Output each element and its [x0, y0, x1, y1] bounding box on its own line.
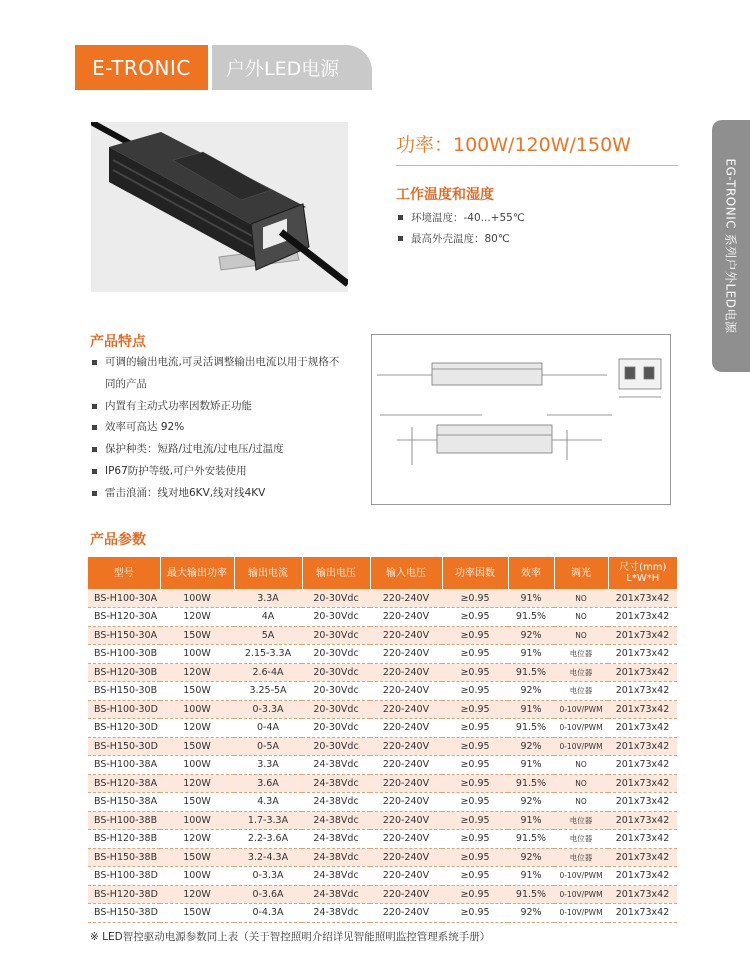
- table-cell: 电位器: [554, 830, 608, 849]
- table-row: [88, 904, 677, 923]
- table-cell: 201x73x42: [608, 645, 677, 664]
- table-cell: 220-240V: [370, 719, 442, 738]
- table-cell: 91%: [508, 700, 554, 719]
- table-cell: 100W: [160, 645, 234, 664]
- table-cell: 220-240V: [370, 830, 442, 849]
- params-heading: 产品参数: [90, 532, 146, 548]
- divider: [396, 165, 678, 166]
- table-cell: BS-H120-30D: [88, 719, 160, 738]
- table-cell: ≥0.95: [442, 663, 508, 682]
- table-cell: BS-H150-38D: [88, 904, 160, 923]
- table-cell: 100W: [160, 589, 234, 608]
- table-cell: 92%: [508, 848, 554, 867]
- table-cell: 220-240V: [370, 811, 442, 830]
- table-cell: 201x73x42: [608, 626, 677, 645]
- table-cell: 220-240V: [370, 756, 442, 775]
- table-cell: 220-240V: [370, 793, 442, 812]
- table-cell: 201x73x42: [608, 719, 677, 738]
- table-cell: 0-5A: [234, 737, 302, 756]
- column-header: 型号: [88, 557, 160, 589]
- table-cell: 20-30Vdc: [302, 719, 370, 738]
- table-cell: 0-10V/PWM: [554, 737, 608, 756]
- footnote: ※ LED智控驱动电源参数同上表（关于智控照明介绍详见智能照明监控管理系统手册）: [90, 931, 491, 943]
- table-cell: 4.3A: [234, 793, 302, 812]
- table-cell: 220-240V: [370, 904, 442, 923]
- table-cell: 220-240V: [370, 645, 442, 664]
- table-cell: 0-10V/PWM: [554, 904, 608, 923]
- table-row: [88, 793, 677, 812]
- table-cell: 24-38Vdc: [302, 756, 370, 775]
- table-row: [88, 756, 677, 775]
- table-cell: 201x73x42: [608, 589, 677, 608]
- table-cell: NO: [554, 756, 608, 775]
- conditions-list: [398, 207, 525, 249]
- features-list: [92, 352, 364, 505]
- table-cell: 2.15-3.3A: [234, 645, 302, 664]
- list-item: [92, 352, 364, 396]
- power-supply-illustration: [91, 122, 348, 292]
- table-cell: BS-H120-30A: [88, 608, 160, 627]
- table-row: [88, 830, 677, 849]
- table-cell: NO: [554, 626, 608, 645]
- table-cell: 24-38Vdc: [302, 904, 370, 923]
- table-cell: BS-H150-38B: [88, 848, 160, 867]
- table-cell: 电位器: [554, 663, 608, 682]
- table-cell: BS-H150-38A: [88, 793, 160, 812]
- table-cell: 0-10V/PWM: [554, 885, 608, 904]
- table-cell: 91.5%: [508, 830, 554, 849]
- table-cell: 150W: [160, 848, 234, 867]
- column-header: 调光: [554, 557, 608, 589]
- table-cell: 201x73x42: [608, 830, 677, 849]
- table-cell: 2.6-4A: [234, 663, 302, 682]
- feature-text: 效率可高达 92%: [105, 421, 185, 434]
- table-cell: 电位器: [554, 848, 608, 867]
- list-item: [92, 439, 364, 461]
- bullet-icon: [92, 491, 97, 496]
- table-cell: 0-10V/PWM: [554, 867, 608, 886]
- table-body: [88, 589, 677, 922]
- table-cell: 150W: [160, 793, 234, 812]
- bullet-icon: [92, 447, 97, 452]
- series-side-tab: [712, 120, 750, 372]
- table-cell: 0-3.3A: [234, 867, 302, 886]
- table-row: [88, 589, 677, 608]
- table-cell: 201x73x42: [608, 608, 677, 627]
- table-row: [88, 682, 677, 701]
- product-photo: [91, 122, 348, 292]
- table-cell: 20-30Vdc: [302, 645, 370, 664]
- table-cell: 201x73x42: [608, 904, 677, 923]
- table-header-row: [88, 557, 677, 589]
- table-cell: 100W: [160, 756, 234, 775]
- column-header: 输入电压: [370, 557, 442, 589]
- table-cell: 0-3.6A: [234, 885, 302, 904]
- table-cell: 3.6A: [234, 774, 302, 793]
- table-cell: 3.3A: [234, 756, 302, 775]
- table-cell: 120W: [160, 885, 234, 904]
- table-cell: 201x73x42: [608, 756, 677, 775]
- table-cell: 电位器: [554, 811, 608, 830]
- table-cell: 201x73x42: [608, 811, 677, 830]
- column-header: 效率: [508, 557, 554, 589]
- table-cell: 120W: [160, 719, 234, 738]
- table-cell: 150W: [160, 737, 234, 756]
- table-cell: 92%: [508, 626, 554, 645]
- table-cell: 20-30Vdc: [302, 589, 370, 608]
- table-cell: 201x73x42: [608, 867, 677, 886]
- table-cell: 220-240V: [370, 626, 442, 645]
- table-cell: BS-H120-38D: [88, 885, 160, 904]
- bullet-icon: [398, 215, 403, 220]
- table-cell: 150W: [160, 626, 234, 645]
- table-cell: 100W: [160, 700, 234, 719]
- table-cell: 220-240V: [370, 589, 442, 608]
- table-cell: 91%: [508, 756, 554, 775]
- table-cell: BS-H120-30B: [88, 663, 160, 682]
- table-row: [88, 885, 677, 904]
- table-cell: ≥0.95: [442, 774, 508, 793]
- table-cell: 5A: [234, 626, 302, 645]
- table-cell: 220-240V: [370, 608, 442, 627]
- table-cell: 220-240V: [370, 700, 442, 719]
- table-cell: BS-H100-38A: [88, 756, 160, 775]
- table-cell: 20-30Vdc: [302, 737, 370, 756]
- table-cell: 150W: [160, 904, 234, 923]
- table-cell: 220-240V: [370, 682, 442, 701]
- table-cell: NO: [554, 793, 608, 812]
- table-cell: ≥0.95: [442, 645, 508, 664]
- table-cell: 92%: [508, 904, 554, 923]
- table-cell: 20-30Vdc: [302, 700, 370, 719]
- table-cell: BS-H120-38B: [88, 830, 160, 849]
- list-item: [92, 417, 364, 439]
- table-cell: 201x73x42: [608, 848, 677, 867]
- table-cell: 电位器: [554, 645, 608, 664]
- table-cell: 91%: [508, 645, 554, 664]
- table-cell: 91.5%: [508, 885, 554, 904]
- feature-text: IP67防护等级,可户外安装使用: [105, 464, 247, 477]
- table-cell: 220-240V: [370, 663, 442, 682]
- table-cell: ≥0.95: [442, 626, 508, 645]
- table-cell: 120W: [160, 830, 234, 849]
- params-table: [88, 557, 677, 923]
- table-cell: 220-240V: [370, 737, 442, 756]
- feature-text: 可调的输出电流,可灵活调整输出电流以用于规格不同的产品: [105, 356, 340, 390]
- table-cell: 2.2-3.6A: [234, 830, 302, 849]
- table-cell: 0-10V/PWM: [554, 700, 608, 719]
- table-cell: ≥0.95: [442, 904, 508, 923]
- table-cell: BS-H100-38D: [88, 867, 160, 886]
- list-item: [398, 207, 525, 228]
- series-side-tab-label: EG-TRONIC 系列户外LED电源: [723, 158, 738, 334]
- technical-drawing: [372, 335, 670, 504]
- feature-text: 保护种类：短路/过电流/过电压/过温度: [105, 443, 284, 456]
- table-cell: BS-H120-38A: [88, 774, 160, 793]
- table-cell: 150W: [160, 682, 234, 701]
- table-cell: 201x73x42: [608, 737, 677, 756]
- table-cell: 电位器: [554, 682, 608, 701]
- table-cell: ≥0.95: [442, 793, 508, 812]
- table-row: [88, 700, 677, 719]
- table-cell: NO: [554, 608, 608, 627]
- table-cell: NO: [554, 589, 608, 608]
- table-cell: ≥0.95: [442, 682, 508, 701]
- table-cell: 92%: [508, 737, 554, 756]
- table-cell: 24-38Vdc: [302, 830, 370, 849]
- table-cell: 24-38Vdc: [302, 774, 370, 793]
- table-cell: 24-38Vdc: [302, 811, 370, 830]
- table-cell: 91%: [508, 867, 554, 886]
- table-cell: ≥0.95: [442, 608, 508, 627]
- table-cell: 3.2-4.3A: [234, 848, 302, 867]
- table-cell: 3.3A: [234, 589, 302, 608]
- table-cell: BS-H150-30A: [88, 626, 160, 645]
- column-header: 输出电压: [302, 557, 370, 589]
- table-row: [88, 719, 677, 738]
- table-cell: 91%: [508, 589, 554, 608]
- table-cell: 0-4.3A: [234, 904, 302, 923]
- table-cell: NO: [554, 774, 608, 793]
- table-cell: ≥0.95: [442, 830, 508, 849]
- table-cell: 201x73x42: [608, 774, 677, 793]
- table-cell: BS-H100-30A: [88, 589, 160, 608]
- table-cell: 220-240V: [370, 848, 442, 867]
- table-cell: 201x73x42: [608, 700, 677, 719]
- table-cell: 100W: [160, 867, 234, 886]
- table-row: [88, 663, 677, 682]
- table-row: [88, 848, 677, 867]
- table-row: [88, 645, 677, 664]
- table-cell: BS-H100-30B: [88, 645, 160, 664]
- feature-text: 雷击浪涌：线对地6KV,线对线4KV: [105, 486, 266, 499]
- table-cell: 24-38Vdc: [302, 793, 370, 812]
- table-cell: BS-H150-30D: [88, 737, 160, 756]
- condition-text: 最高外壳温度：80℃: [411, 232, 510, 245]
- list-item: [92, 483, 364, 505]
- table-cell: 24-38Vdc: [302, 848, 370, 867]
- bullet-icon: [92, 404, 97, 409]
- bullet-icon: [92, 425, 97, 430]
- table-cell: ≥0.95: [442, 848, 508, 867]
- table-row: [88, 737, 677, 756]
- table-cell: 201x73x42: [608, 885, 677, 904]
- category-tab: 户外LED电源: [212, 45, 372, 90]
- table-cell: 201x73x42: [608, 682, 677, 701]
- table-cell: 91.5%: [508, 719, 554, 738]
- features-heading: 产品特点: [90, 334, 146, 350]
- column-header: 输出电流: [234, 557, 302, 589]
- table-cell: 220-240V: [370, 774, 442, 793]
- table-cell: 20-30Vdc: [302, 682, 370, 701]
- list-item: [92, 396, 364, 418]
- table-row: [88, 626, 677, 645]
- table-row: [88, 811, 677, 830]
- list-item: [398, 228, 525, 249]
- feature-text: 内置有主动式功率因数矫正功能: [105, 399, 252, 412]
- column-header: 功率因数: [442, 557, 508, 589]
- table-cell: 20-30Vdc: [302, 626, 370, 645]
- table-cell: 24-38Vdc: [302, 885, 370, 904]
- table-cell: ≥0.95: [442, 867, 508, 886]
- table-cell: 201x73x42: [608, 663, 677, 682]
- table-cell: 201x73x42: [608, 793, 677, 812]
- table-cell: 120W: [160, 774, 234, 793]
- table-cell: 0-4A: [234, 719, 302, 738]
- table-cell: 0-3.3A: [234, 700, 302, 719]
- table-cell: 91%: [508, 811, 554, 830]
- dimension-drawing: [371, 334, 671, 505]
- table-cell: 220-240V: [370, 885, 442, 904]
- table-row: [88, 608, 677, 627]
- table-cell: 100W: [160, 811, 234, 830]
- table-row: [88, 774, 677, 793]
- table-cell: 20-30Vdc: [302, 608, 370, 627]
- table-cell: 0-10V/PWM: [554, 719, 608, 738]
- table-cell: ≥0.95: [442, 589, 508, 608]
- table-row: [88, 867, 677, 886]
- table-cell: ≥0.95: [442, 700, 508, 719]
- table-cell: 92%: [508, 682, 554, 701]
- list-item: [92, 461, 364, 483]
- table-cell: ≥0.95: [442, 719, 508, 738]
- table-cell: ≥0.95: [442, 756, 508, 775]
- table-cell: BS-H100-38B: [88, 811, 160, 830]
- power-rating: 功率：100W/120W/150W: [396, 134, 631, 156]
- column-header: 尺寸(mm) L*W*H: [608, 557, 677, 589]
- table-cell: 92%: [508, 793, 554, 812]
- table-cell: ≥0.95: [442, 737, 508, 756]
- brand-tab: E-TRONIC: [75, 45, 208, 90]
- bullet-icon: [398, 236, 403, 241]
- table-cell: 24-38Vdc: [302, 867, 370, 886]
- table-cell: 120W: [160, 663, 234, 682]
- table-cell: 220-240V: [370, 867, 442, 886]
- table-cell: 91.5%: [508, 774, 554, 793]
- table-cell: 91.5%: [508, 663, 554, 682]
- column-header: 最大输出功率: [160, 557, 234, 589]
- table-cell: 3.25-5A: [234, 682, 302, 701]
- bullet-icon: [92, 360, 97, 365]
- bullet-icon: [92, 469, 97, 474]
- table-cell: ≥0.95: [442, 885, 508, 904]
- table-cell: 1.7-3.3A: [234, 811, 302, 830]
- table-cell: 120W: [160, 608, 234, 627]
- table-cell: ≥0.95: [442, 811, 508, 830]
- table-cell: 20-30Vdc: [302, 663, 370, 682]
- table-cell: BS-H100-30D: [88, 700, 160, 719]
- table-cell: 91.5%: [508, 608, 554, 627]
- table-cell: 4A: [234, 608, 302, 627]
- conditions-heading: 工作温度和湿度: [396, 187, 494, 203]
- condition-text: 环境温度：-40...+55℃: [411, 211, 525, 224]
- table-cell: BS-H150-30B: [88, 682, 160, 701]
